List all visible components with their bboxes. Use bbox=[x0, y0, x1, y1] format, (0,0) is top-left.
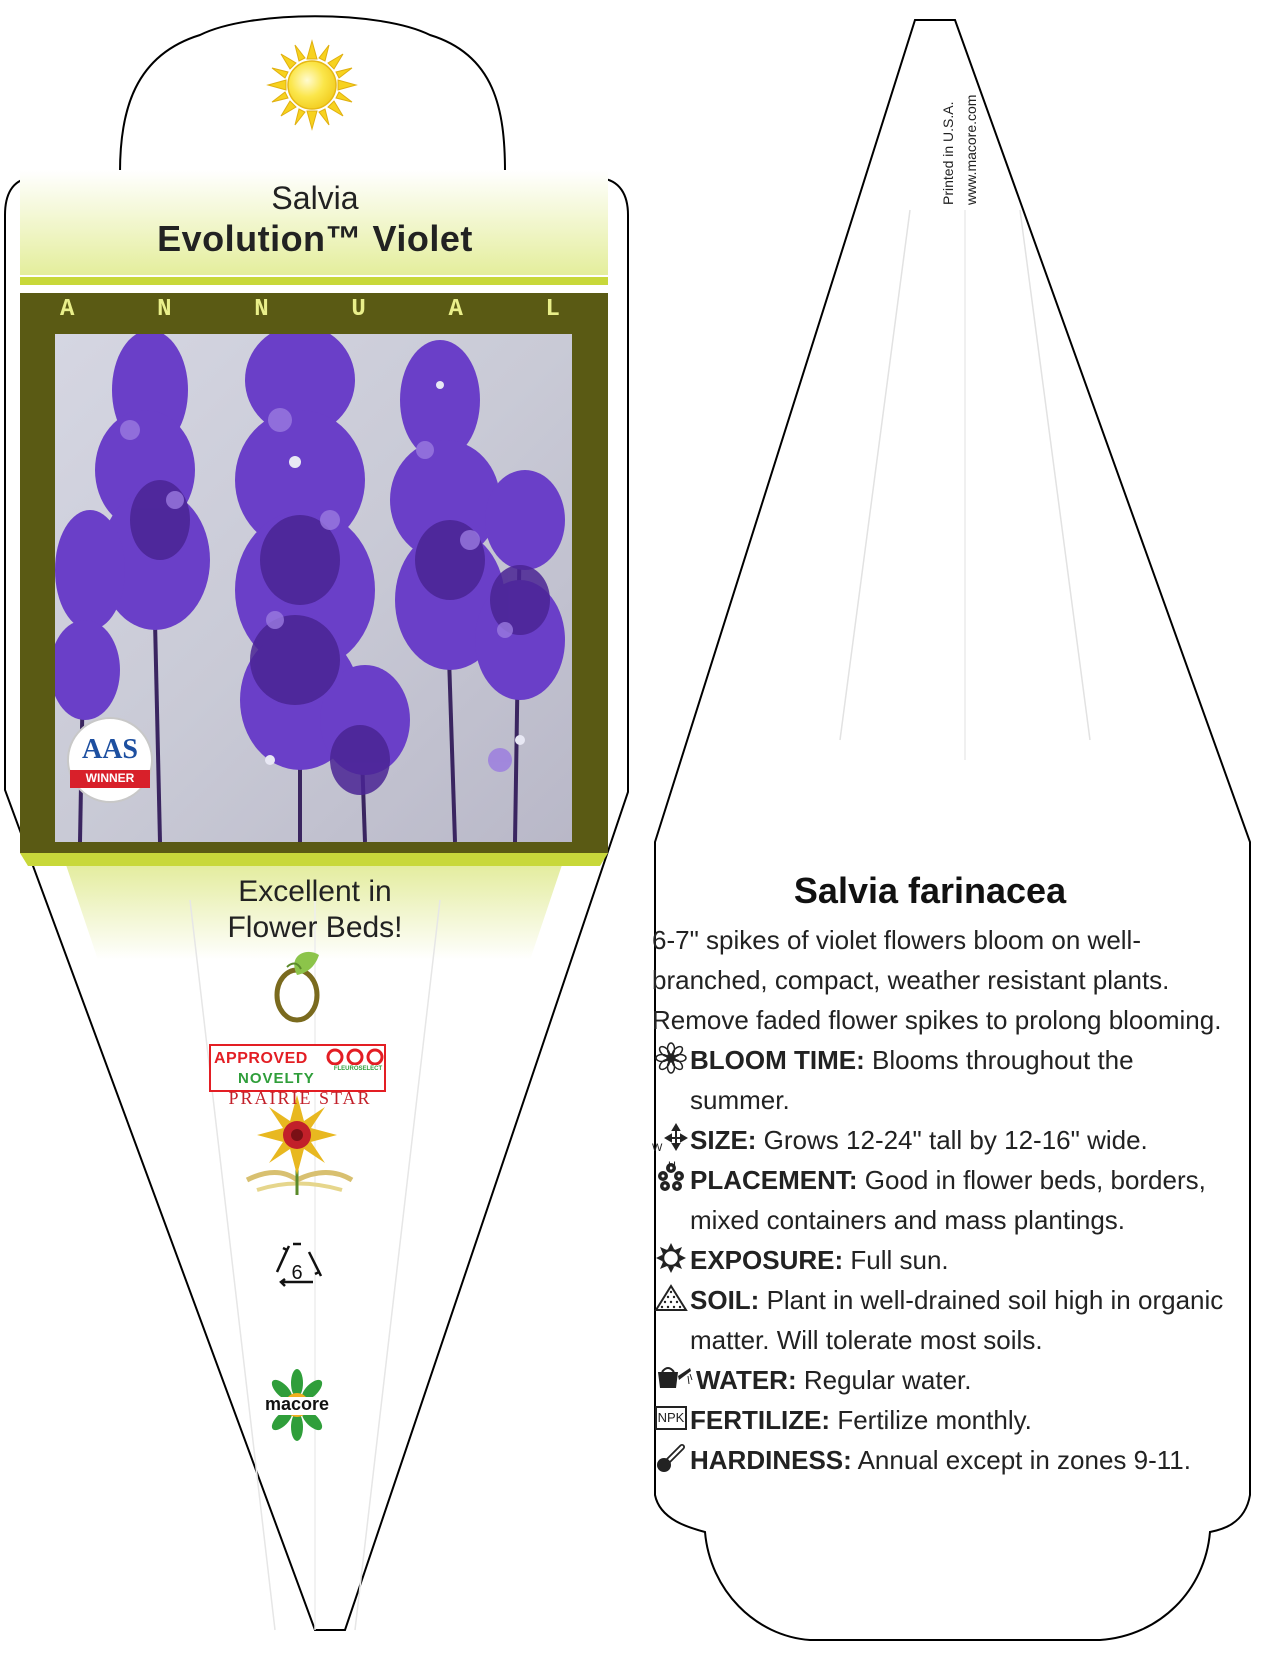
tagline bbox=[150, 874, 480, 946]
care-label: PLACEMENT: bbox=[690, 1165, 858, 1195]
botanical-name: Salvia farinacea bbox=[793, 870, 1067, 911]
care-row-exposure bbox=[652, 1240, 1232, 1280]
care-row-size bbox=[652, 1120, 1232, 1172]
category-letter: A bbox=[60, 296, 75, 323]
category-label bbox=[60, 296, 560, 323]
care-text: Annual except in zones 9-11. bbox=[851, 1445, 1191, 1475]
npk-icon-text: NPK bbox=[655, 1406, 688, 1430]
printed-in-usa: Printed in U.S.A. bbox=[940, 101, 956, 205]
description: 6-7" spikes of violet flowers bloom on well-branched, compact, weather resistant plants. Remove faded flower spikes to prolong blooming. bbox=[652, 925, 1222, 1035]
sun-icon bbox=[268, 41, 356, 129]
care-row-hardiness bbox=[652, 1440, 1232, 1480]
care-row-placement bbox=[652, 1160, 1232, 1240]
care-label: BLOOM TIME: bbox=[690, 1045, 865, 1075]
care-text: Grows 12-24" tall by 12-16" wide. bbox=[756, 1125, 1148, 1155]
aas-badge-bottom-text: WINNER bbox=[85, 771, 135, 785]
watering-can-icon bbox=[652, 1360, 696, 1396]
care-row-soil bbox=[652, 1280, 1232, 1360]
care-text: Regular water. bbox=[796, 1365, 972, 1395]
care-text: Full sun. bbox=[843, 1245, 949, 1275]
fleuroselect-text: FLEUROSELECT bbox=[333, 1066, 383, 1072]
care-label: SOIL: bbox=[690, 1285, 760, 1315]
tagline-line1: Excellent in bbox=[238, 875, 392, 908]
npk-icon bbox=[652, 1400, 690, 1436]
website: www.macore.com bbox=[963, 94, 979, 205]
aas-badge-top-text: AAS bbox=[81, 734, 138, 765]
size-w-letter: W bbox=[652, 1142, 663, 1154]
size-arrows-icon bbox=[652, 1120, 690, 1172]
category-letter: N bbox=[254, 296, 269, 323]
tagline-line2: Flower Beds! bbox=[227, 911, 403, 944]
care-text: Plant in well-drained soil high in organic matter. Will tolerate most soils. bbox=[690, 1285, 1224, 1355]
soil-icon bbox=[652, 1280, 690, 1316]
care-instructions bbox=[652, 920, 1232, 1480]
flower-icon bbox=[652, 1040, 690, 1076]
novelty-text: NOVELTY bbox=[238, 1070, 315, 1087]
care-text: Blooms throughout the summer. bbox=[690, 1045, 1134, 1115]
product-genus: Salvia bbox=[271, 180, 359, 216]
care-label: HARDINESS: bbox=[690, 1445, 852, 1475]
category-letter: L bbox=[545, 296, 560, 323]
category-letter: U bbox=[351, 296, 366, 323]
category-letter: N bbox=[157, 296, 172, 323]
thermometer-icon bbox=[652, 1440, 690, 1476]
recycle-number: 6 bbox=[291, 1262, 303, 1284]
size-h-letter: H bbox=[668, 1160, 676, 1172]
care-row-bloom bbox=[652, 1040, 1232, 1120]
care-label: SIZE: bbox=[690, 1125, 757, 1155]
care-label: WATER: bbox=[696, 1365, 797, 1395]
care-label: FERTILIZE: bbox=[690, 1405, 831, 1435]
care-row-fertilize bbox=[652, 1400, 1232, 1440]
sun-outline-icon bbox=[652, 1240, 690, 1276]
care-row-water bbox=[652, 1360, 1232, 1400]
prairie-star-text: PRAIRIE STAR bbox=[228, 1088, 372, 1108]
brand-name: macore bbox=[264, 1394, 330, 1414]
product-variety: Evolution™ Violet bbox=[157, 218, 473, 259]
approved-text: APPROVED bbox=[214, 1050, 308, 1067]
care-text: Fertilize monthly. bbox=[830, 1405, 1032, 1435]
category-letter: A bbox=[448, 296, 463, 323]
care-text: Good in flower beds, borders, mixed containers and mass plantings. bbox=[690, 1165, 1206, 1235]
care-label: EXPOSURE: bbox=[690, 1245, 844, 1275]
